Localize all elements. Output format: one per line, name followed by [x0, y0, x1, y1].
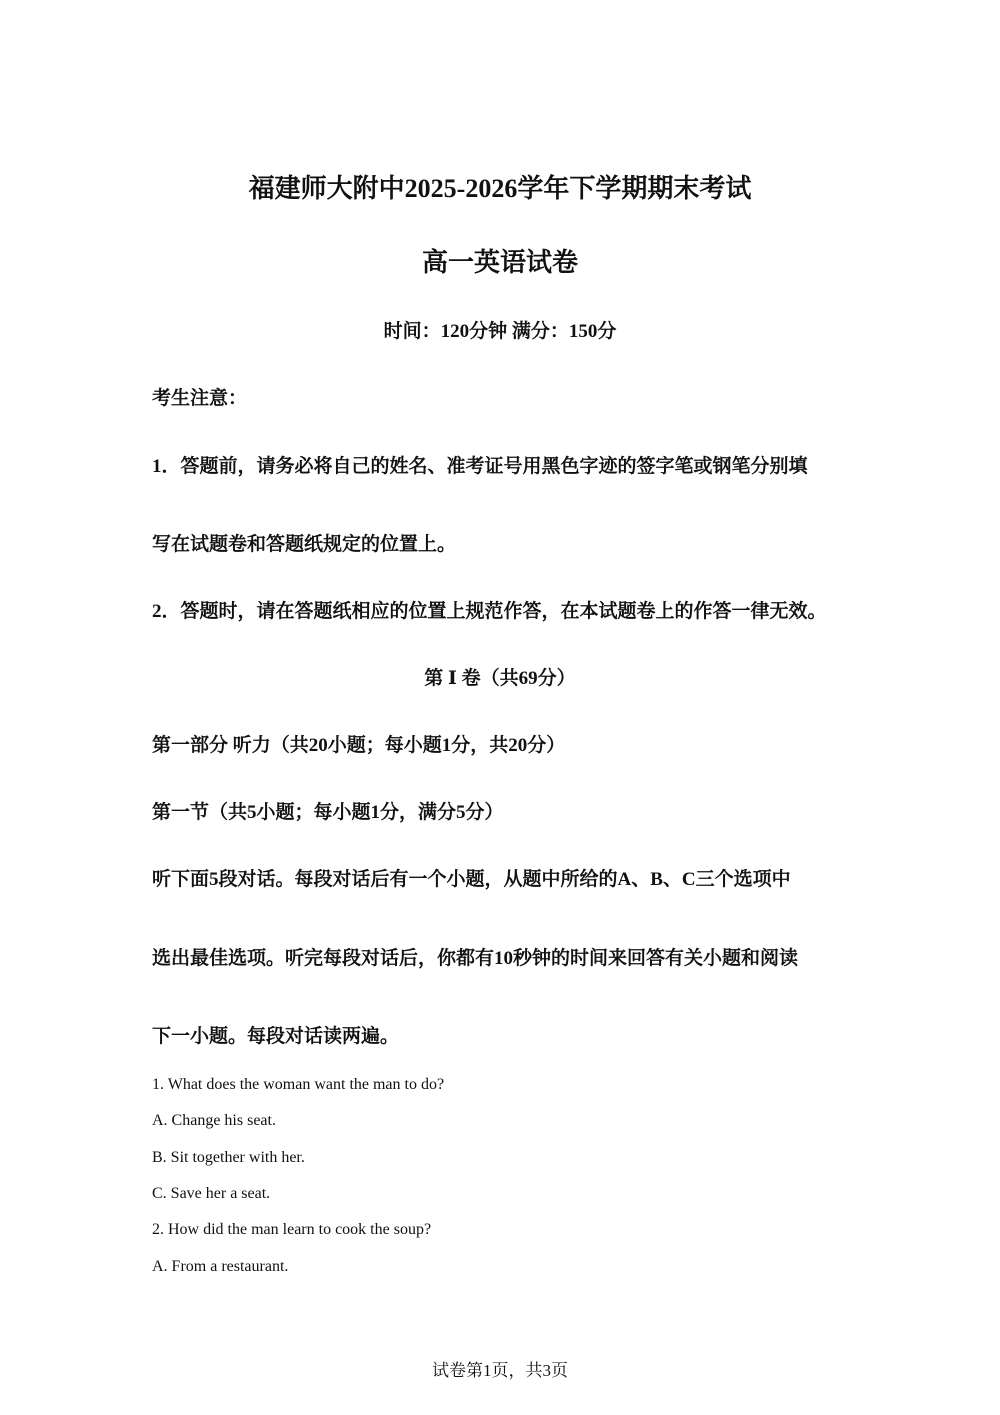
part-1-heading: 第一部分 听力（共20小题；每小题1分，共20分）	[152, 735, 566, 756]
exam-title: 福建师大附中2025-2026学年下学期期末考试	[248, 174, 752, 203]
section-1-instruction-line-2: 选出最佳选项。听完每段对话后，你都有10秒钟的时间来回答有关小题和阅读	[152, 948, 799, 969]
section-1-instruction-line-3: 下一小题。每段对话读两遍。	[152, 1026, 400, 1047]
question-2: 2. How did the man learn to cook the soup?	[152, 1221, 432, 1238]
notice-heading: 考生注意：	[152, 388, 248, 409]
section-1-heading: 第一节（共5小题；每小题1分，满分5分）	[152, 802, 504, 823]
time-info: 时间：120分钟 满分：150分	[383, 321, 617, 342]
question-1-option-c: C. Save her a seat.	[152, 1185, 271, 1202]
notice-item-1-line-1: 1．答题前，请务必将自己的姓名、准考证号用黑色字迹的签字笔或钢笔分别填	[152, 456, 808, 477]
exam-subtitle: 高一英语试卷	[421, 248, 578, 277]
page-footer: 试卷第1页，共3页	[432, 1361, 568, 1380]
notice-item-1-line-2: 写在试题卷和答题纸规定的位置上。	[152, 534, 457, 555]
question-2-option-a: A. From a restaurant.	[152, 1258, 289, 1275]
question-1: 1. What does the woman want the man to do?	[152, 1076, 445, 1093]
notice-item-2: 2．答题时，请在答题纸相应的位置上规范作答，在本试题卷上的作答一律无效。	[152, 601, 827, 622]
question-1-option-b: B. Sit together with her.	[152, 1149, 305, 1166]
question-1-option-a: A. Change his seat.	[152, 1112, 276, 1129]
section-1-instruction-line-1: 听下面5段对话。每段对话后有一个小题，从题中所给的A、B、C三个选项中	[152, 869, 791, 890]
volume-heading: 第 Ⅰ 卷（共69分）	[424, 668, 576, 689]
